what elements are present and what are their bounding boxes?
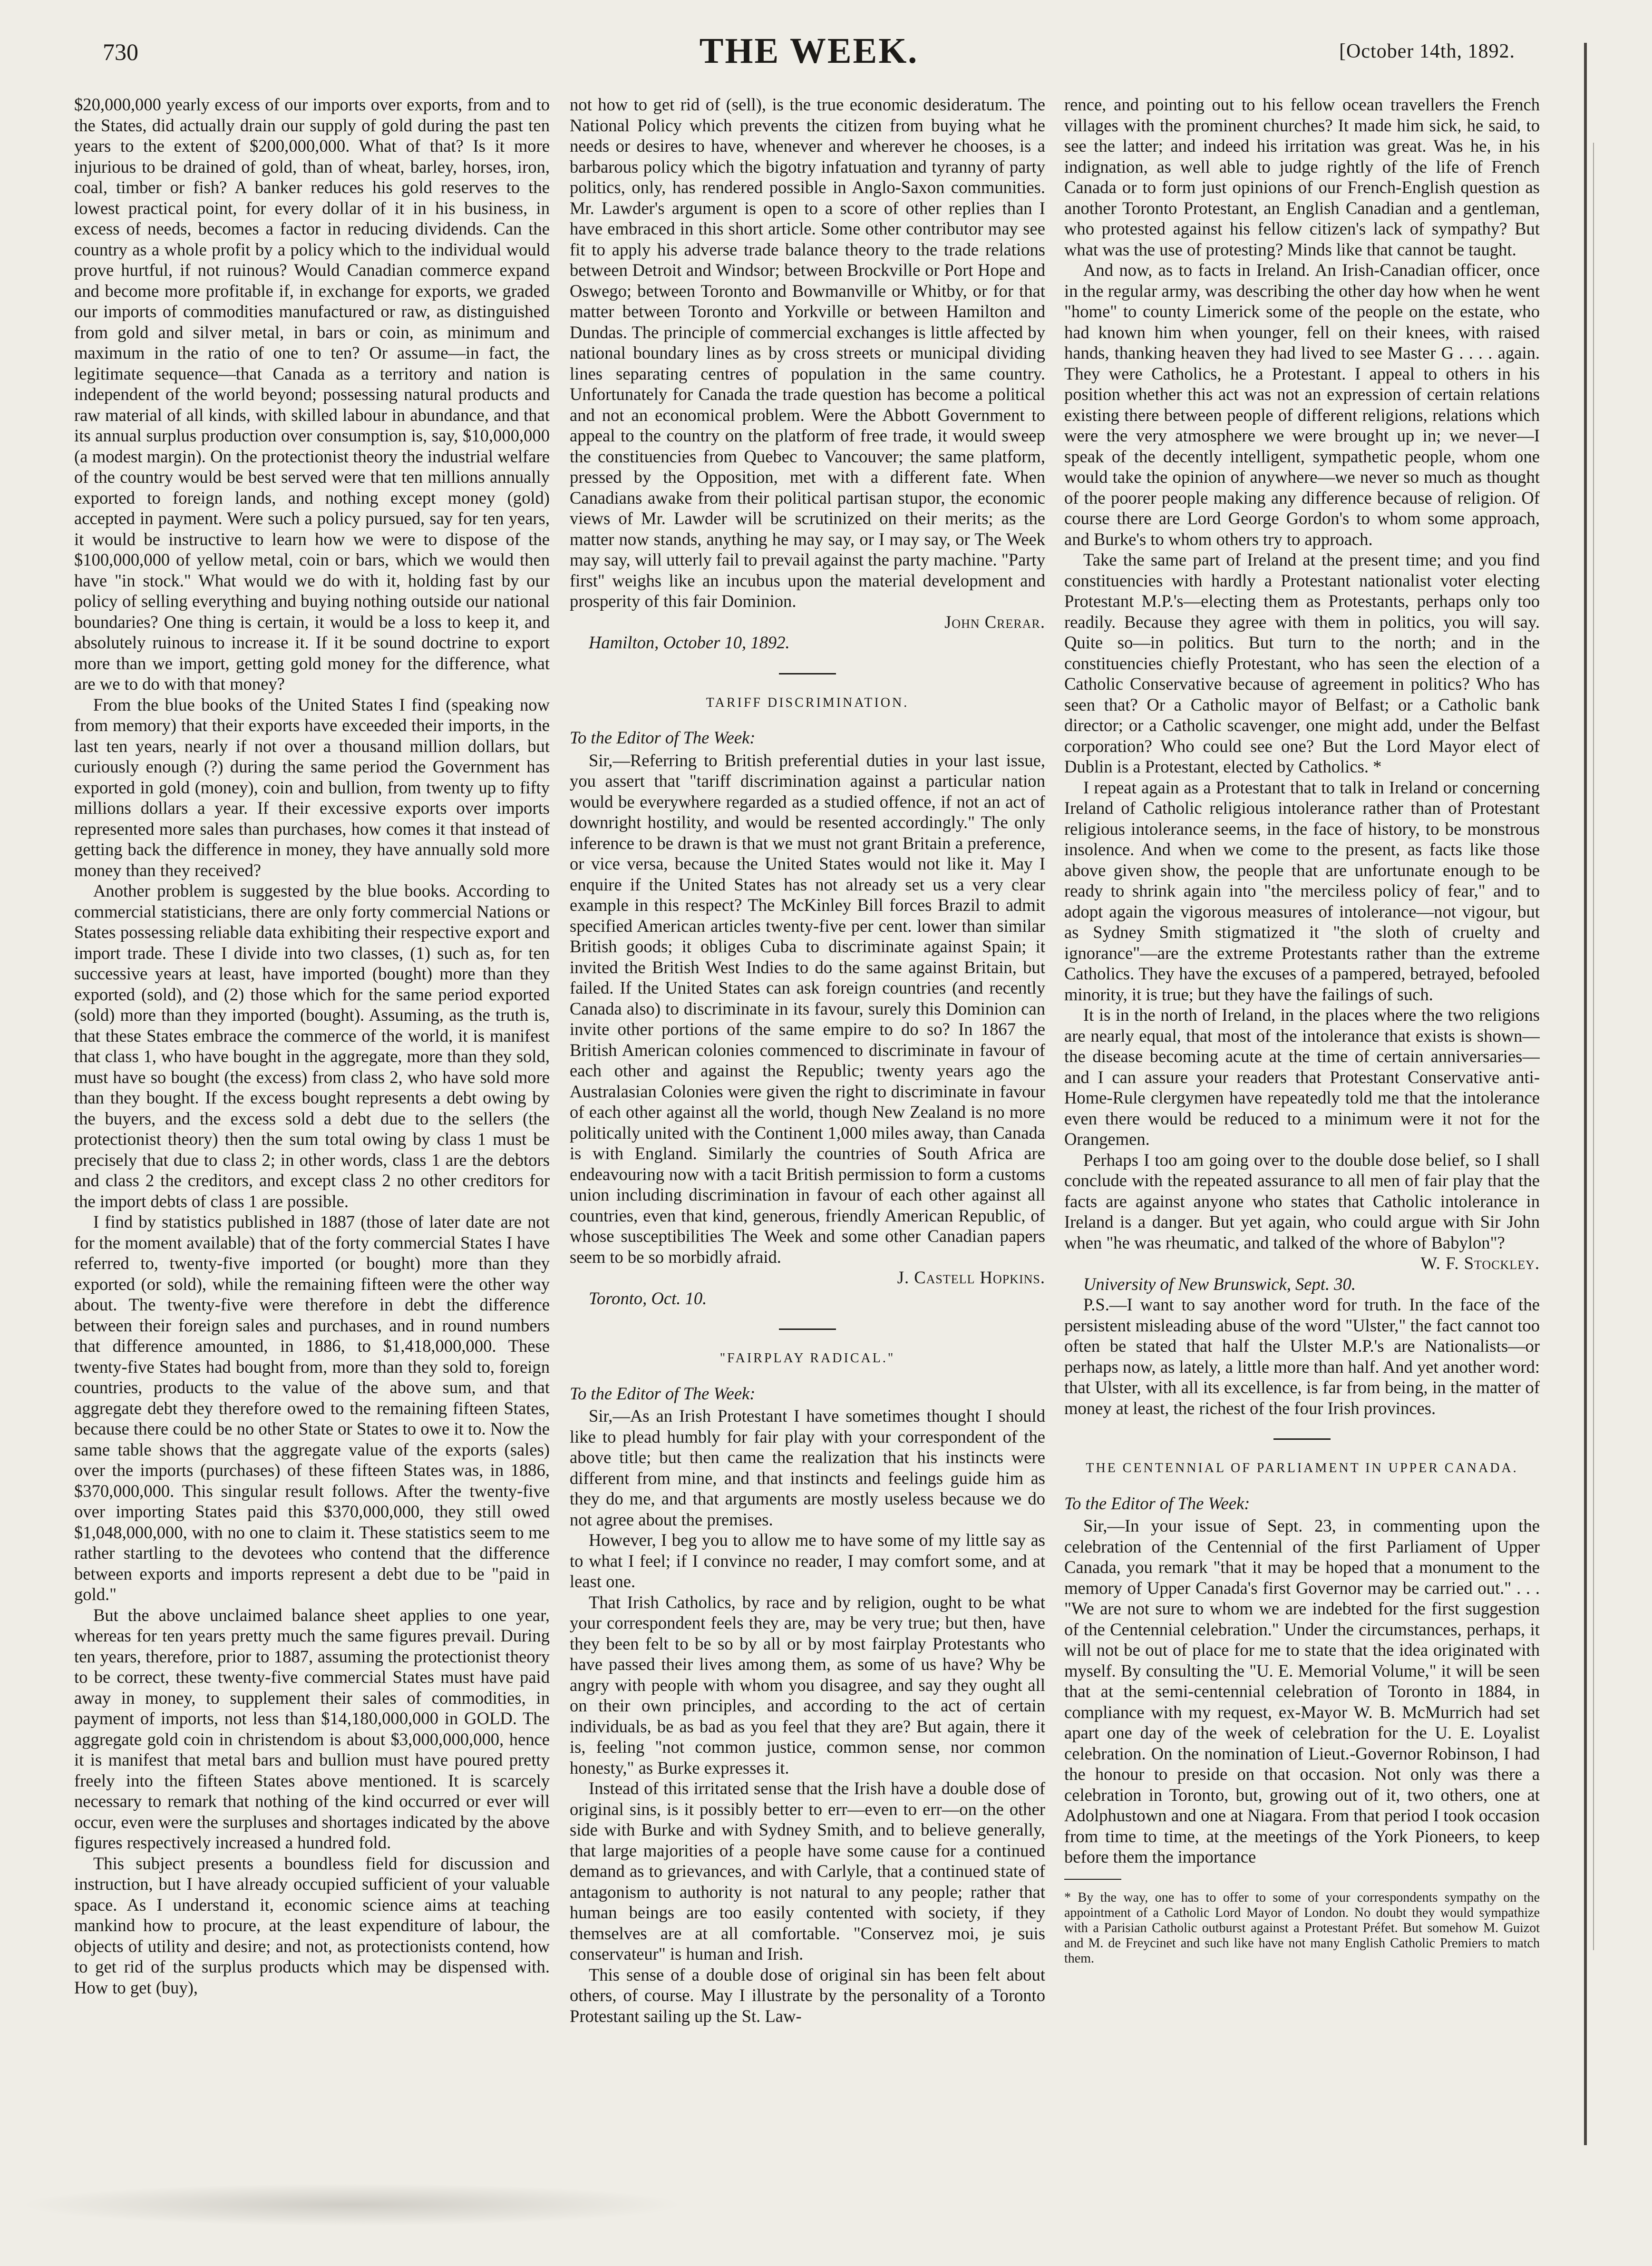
article-paragraph: not how to get rid of (sell), is the true economic desideratum. The National Policy which prevents the citizen from buying what he needs or desires to have, whenever and wherever he chooses, is a barbarous policy which the bigotry infatuation and tyranny of party politics, only, has rendered possible in Anglo-Saxon communities. Mr. Lawder's argument is open to a score of other replies than I have embraced in this short article. Some other contributor may see fit to apply his adverse trade balance theory to the trade relations between Detroit and Windsor; between Brockville or Port Hope and Oswego; between Toronto and Bowmanville or Whitby, or for that matter between Toronto and Yorkville or between Hamilton and Dundas. The principle of commercial exchanges is little affected by national boundary lines as by cross streets or municipal dividing lines separating centres of population in the same country. Unfortunately for Canada the trade question has become a political and not an economical problem. Were the Abbott Government to appeal to the country on the platform of free trade, it would sweep the constituencies from Quebec to Vancouver; the same platform, pressed by the Opposition, met with a different fate. When Canadians awake from their political partisan stupor, the economic views of Mr. Lawder will be scrutinized on their merits; as the matter now stands, anything he may say, or I may say, or The Week may say, will utterly fail to prevail against the party machine. "Party first" weighs like an incubus upon the material development and prosperity of this fair Dominion. xyxy=(570,95,1045,611)
letter-signature: J. Castell Hopkins. xyxy=(897,1268,1045,1287)
issue-date: [October 14th, 1892. xyxy=(1339,40,1515,62)
article-paragraph: Take the same part of Ireland at the present time; and you find constituencies with hardly a Protestant nationalist voter electing Protestant M.P.'s—electing them as Protestants, perhaps only too readily. Because they agree with them in politics, you will say. Quite so—in politics. But turn to the north; and in the constituencies chiefly Protestant, who has seen the election of a Catholic Conservative because of agreement in politics? Who has seen that? Or a Catholic mayor of Belfast; or a Catholic bank director; or a Catholic scavenger, one might add, under the Belfast corporation? Who could see one? But the Lord Mayor elect of Dublin is a Protestant, elected by Catholics. * xyxy=(1064,550,1540,776)
column-2 xyxy=(570,94,1045,2135)
section-rule xyxy=(779,1328,836,1330)
article-paragraph: And now, as to facts in Ireland. An Irish-Canadian officer, once in the regular army, was describing the other day how when he went "home" to county Limerick some of the people on the estate, who had known him when younger, fell on their knees, with raised hands, thanking heaven they had lived to see Master G . . . . again. They were Catholics, he a Protestant. I appeal to others in his position whether this act was not an expression of certain relations existing there between people of different religions, relations which were the very atmosphere we were brought up in; we never—I speak of the decently intelligent, sympathetic people, whom one would take the opinion of anywhere—we never so much as thought of the poorer people making any difference because of religion. Of course there are Lord George Gordon's to whom some approach, and Burke's to whom others try to approach. xyxy=(1064,260,1540,549)
masthead-title: THE WEEK. xyxy=(699,31,919,71)
article-paragraph: $20,000,000 yearly excess of our imports over exports, from and to the States, did actually drain our supply of gold during the past ten years to the extent of $200,000,000. What of that? Is it more injurious to be drained of gold, than of wheat, barley, horses, iron, coal, timber or fish? A banker reduces his gold reserves to the lowest practical point, for every dollar of it in his business, in excess of needs, becomes a factor in reducing dividends. Can the country as a whole profit by a policy which to the individual would prove hurtful, if not ruinous? Would Canadian commerce expand and become more profitable if, in exchange for exports, we graded our imports of commodities manufactured or raw, as distinguished from gold and silver metal, in bars or coin, as minimum and maximum in the ratio of one to ten? Or assume—in fact, the legitimate sequence—that Canada as a territory and nation is independent of the world beyond; possessing natural products and raw material of all kinds, with skilled labour in abundance, and that its annual surplus production over consumption is, say, $10,000,000 (a modest margin). On the protectionist theory the industrial welfare of the country would be best served were that ten millions annually exported to foreign lands, and nothing except money (gold) accepted in payment. Were such a policy pursued, say for ten years, it would be instructive to learn how we were to dispose of the $100,000,000 of yellow metal, coin or bars, which we would then have "in stock." What would we do with it, holding fast by our policy of selling everything and buying nothing outside our national boundaries? One thing is certain, it would be a loss to keep it, and absolutely ruinous to increase it. If it be sound doctrine to export more than we import, getting gold money for the difference, what are we to do with that money? xyxy=(74,95,550,693)
letter-salutation: To the Editor of The Week: xyxy=(1064,1493,1250,1513)
section-title: TARIFF DISCRIMINATION. xyxy=(706,695,909,710)
page-number: 730 xyxy=(103,39,138,65)
page-header xyxy=(74,28,1544,80)
page-edge-shadow xyxy=(1593,143,1594,1950)
section-title: "FAIRPLAY RADICAL." xyxy=(719,1351,895,1366)
letter-salutation: To the Editor of The Week: xyxy=(570,728,756,747)
article-paragraph: It is in the north of Ireland, in the places where the two religions are nearly equal, that most of the intolerance that exists is shown—the disease becoming acute at the time of certain anniversaries—and I can assure your readers that Protestant Conservative anti-Home-Rule clergymen have repeatedly told me that the intolerance even there would be reduced to a minimum were it not for the Orangemen. xyxy=(1064,1005,1540,1149)
section-rule xyxy=(779,673,836,674)
column-1 xyxy=(74,94,550,2135)
footnote-rule xyxy=(1064,1879,1121,1880)
section-rule xyxy=(1273,1438,1331,1440)
article-paragraph: Perhaps I too am going over to the double dose belief, so I shall conclude with the repeated assurance to all men of fair play that the facts are against anyone who states that Catholic intolerance in Ireland is a danger. But yet again, who could argue with Sir John when "he was rheumatic, and talked of the whore of Babylon"? xyxy=(1064,1150,1540,1252)
article-paragraph: This sense of a double dose of original sin has been felt about others, of course. May I illustrate by the personality of a Toronto Protestant sailing up the St. Law- xyxy=(570,1964,1045,2026)
print-smudge xyxy=(19,2183,685,2226)
column-3 xyxy=(1064,94,1540,2135)
article-paragraph: Instead of this irritated sense that the Irish have a double dose of original sins, is it possibly better to err—even to err—on the other side with Burke and with Sydney Smith, and to believe generally, that large majorities of a people have some cause for a continued demand as to grievances, and with Carlyle, that a continued state of antagonism to authority is not natural to any people; rather that human beings are too easily contented with society, if they themselves are at all comfortable. "Conservez moi, je suis conservateur" is human and Irish. xyxy=(570,1778,1045,1963)
letter-dateline: Toronto, Oct. 10. xyxy=(589,1288,707,1308)
letter-dateline: University of New Brunswick, Sept. 30. xyxy=(1083,1274,1356,1294)
letter-dateline: Hamilton, October 10, 1892. xyxy=(589,633,790,652)
footnote: * By the way, one has to offer to some of your correspondents sympathy on the appointment of a Catholic Lord Mayor of London. No doubt they would sympathize with a Parisian Catholic outburst against a Protestant Préfet. But somehow M. Guizot and M. de Freycinet and such like have not many English Catholic Premiers to match them. xyxy=(1064,1890,1540,1966)
letter-salutation: To the Editor of The Week: xyxy=(570,1383,756,1403)
section-title: THE CENTENNIAL OF PARLIAMENT IN UPPER CANADA. xyxy=(1086,1461,1518,1475)
article-paragraph: This subject presents a boundless field for discussion and instruction, but I have already occupied sufficient of your valuable space. As I understand it, economic science aims at teaching mankind how to procure, at the least expenditure of labour, the objects of utility and desire; and not, as protectionists contend, how to get rid of the surplus products which may be dispensed with. How to get (buy), xyxy=(74,1853,550,1997)
article-paragraph: Another problem is suggested by the blue books. According to commercial statisticians, there are only forty commercial Nations or States possessing reliable data exhibiting their respective export and import trade. These I divide into two classes, (1) such as, for ten successive years at least, have imported (bought) more than they exported (sold), and (2) those which for the same period exported (sold) more than they imported (bought). Assuming, as the truth is, that these States embrace the commerce of the world, it is manifest that class 1, who have bought in the aggregate, more than they sold, must have so bought (the excess) from class 2, who have sold more than they bought. If the excess bought represents a debt owing by the buyers, and the excess sold a debt due to the sellers (the protectionist theory) then the sum total owing by class 1 must be precisely that due to class 2; in other words, class 1 are the debtors and class 2 the creditors, and except class 2 no other creditors for the import debts of class 1 are possible. xyxy=(74,881,550,1211)
article-paragraph: From the blue books of the United States I find (speaking now from memory) that their exports have exceeded their imports, in the last ten years, nearly if not over a thousand million dollars, but curiously enough (?) during the same period the Government has exported in gold (money), coin and bullion, from twenty up to fifty millions dollars a year. If their excessive exports over imports represented more sales than purchases, how comes it that instead of getting back the difference in money, they have annually sold more money than they received? xyxy=(74,694,550,880)
letter-signature: W. F. Stockley. xyxy=(1420,1253,1540,1273)
article-paragraph: Sir,—Referring to British preferential duties in your last issue, you assert that "tariff discrimination against a particular nation would be everywhere regarded as a studied offence, if not an act of downright hostility, and would be resented accordingly." The only inference to be drawn is that we must not grant Britain a preference, or vice versa, because the United States would not like it. May I enquire if the United States has not already set us a very clear example in this respect? The McKinley Bill forces Brazil to admit specified American articles twenty-five per cent. lower than similar British goods; it obliges Cuba to discriminate against Spain; it invited the British West Indies to do the same against Britain, but failed. If the United States can ask foreign countries (and recently Canada also) to discriminate in its favour, surely this Dominion can invite other portions of the same empire to do so? In 1867 the British American colonies commenced to discriminate in favour of each other and against the Republic; twenty years ago the Australasian Colonies were given the right to discriminate in favour of each other against all the world, though New Zealand is no more politically united with the Continent 1,000 miles away, than Canada is with England. Similarly the countries of South Africa are endeavouring now with a tacit British permission to form a customs union including discrimination in favour of each other against all countries, even that kind, generous, friendly American Republic, of whose susceptibilities The Week and some other Canadian papers seem to be so morbidly afraid. xyxy=(570,750,1045,1267)
article-paragraph: Sir,—As an Irish Protestant I have sometimes thought I should like to plead humbly for fair play with your correspondent of the above title; but then came the realization that his instincts were different from mine, and that instincts and feelings guide him as they do me, and that arguments are mostly useless because we do not agree about the premises. xyxy=(570,1406,1045,1529)
article-paragraph: I repeat again as a Protestant that to talk in Ireland or concerning Ireland of Catholic religious intolerance rather than of Protestant religious intolerance seems, in the face of history, to be monstrous insolence. And when we come to the present, as facts like those above given show, the people that are unfortunate enough to be ready to shrink again into "the merciless policy of fear," and to adopt again the vigorous measures of intolerance—not vigour, but as Sydney Smith stigmatized it "the sloth of cruelty and ignorance"—are the extreme Protestants rather than the extreme Catholics. They have the excuses of a pampered, betrayed, befooled minority, it is true; but they have the failings of such. xyxy=(1064,777,1540,1004)
page-edge-rule xyxy=(1584,43,1587,2145)
article-paragraph: I find by statistics published in 1887 (those of later date are not for the moment available) that of the forty commercial States I have referred to, twenty-five imported (or bought) more than they exported (or sold), while the remaining fifteen were the other way about. The twenty-five were therefore in debt the difference between their foreign sales and purchases, and in round numbers that difference amounted, in 1886, to $1,418,000,000. These twenty-five States had bought from, more than they sold to, foreign countries, products to the value of the above sum, and that aggregate debt they therefore owed to the remaining fifteen States, because there could be no other State or States to owe it to. Now the same table shows that the aggregate value of the exports (sales) over the imports (purchases) of these fifteen States was, in 1886, $370,000,000. This singular result follows. After the twenty-five over importing States paid this $370,000,000, they still owed $1,048,000,000, with no one to claim it. These statistics seem to me rather startling to the devotees who contend that the difference between exports and imports represent a debt due to be "paid in gold." xyxy=(74,1212,550,1604)
letter-signature: John Crerar. xyxy=(944,612,1045,632)
article-paragraph: That Irish Catholics, by race and by religion, ought to be what your correspondent feels they are, may be very true; but then, have they been felt to be so by all or by most fairplay Protestants who have passed their lives among them, as some of us have? Why be angry with people with whom you disagree, and say they ought all on their own principles, and according to the act of certain individuals, be as bad as you feel that they are? But again, there it is, feeling "not common justice, common sense, nor common honesty," as Burke expresses it. xyxy=(570,1592,1045,1778)
article-paragraph: rence, and pointing out to his fellow ocean travellers the French villages with the prominent churches? It made him sick, he said, to see the latter; and indeed his irritation was great. Was he, in his indignation, as well able to judge rightly of the life of French Canada or to form just opinions of our French-English question as another Toronto Protestant, an English Canadian and a gentleman, who protested against his fellow citizen's lack of sympathy? But what was the use of protesting? Minds like that cannot be taught. xyxy=(1064,95,1540,259)
article-paragraph: But the above unclaimed balance sheet applies to one year, whereas for ten years pretty much the same figures prevail. During ten years, therefore, prior to 1887, assuming the protectionist theory to be correct, these twenty-five commercial States must have paid away in money, to supplement their sales of commodities, in payment of imports, not less than $14,180,000,000 in GOLD. The aggregate gold coin in christendom is about $3,000,000,000, hence it is manifest that metal bars and bullion must have poured pretty freely into the fifteen States above mentioned. It is scarcely necessary to remark that nothing of the kind occurred or ever will occur, even were the surpluses and shortages indicated by the above figures respectively increased a hundred fold. xyxy=(74,1605,550,1852)
article-paragraph: Sir,—In your issue of Sept. 23, in commenting upon the celebration of the Centennial of the first Parliament of Upper Canada, you remark "that it may be hoped that a monument to the memory of Upper Canada's first Governor may be carried out." . . . "We are not sure to whom we are indebted for the first suggestion of the Centennial celebration." Under the circumstances, perhaps, it will not be out of place for me to state that the idea originated with myself. By consulting the "U. E. Memorial Volume," it will be seen that at the semi-centennial celebration of Toronto in 1884, in compliance with my request, ex-Mayor W. B. McMurrich had set apart one day of the week of celebration for the U. E. Loyalist celebration. On the nomination of Lieut.-Governor Robinson, I had the honour to preside on that occasion. Not only was there a celebration in Toronto, but, growing out of it, two others, one at Adolphustown and one at Niagara. From that period I took occasion from time to time, at the meetings of the York Pioneers, to keep before them the importance xyxy=(1064,1516,1540,1866)
article-paragraph: However, I beg you to allow me to have some of my little say as to what I feel; if I convince no reader, I may comfort some, and at least one. xyxy=(570,1530,1045,1591)
postscript-paragraph: P.S.—I want to say another word for truth. In the face of the persistent misleading abuse of the word "Ulster," the fact cannot too often be stated that half the Ulster M.P.'s are Nationalists—or perhaps now, as lately, a little more than half. And yet another word: that Ulster, with all its excellence, is far from being, in the matter of money at least, the richest of the four Irish provinces. xyxy=(1064,1295,1540,1418)
